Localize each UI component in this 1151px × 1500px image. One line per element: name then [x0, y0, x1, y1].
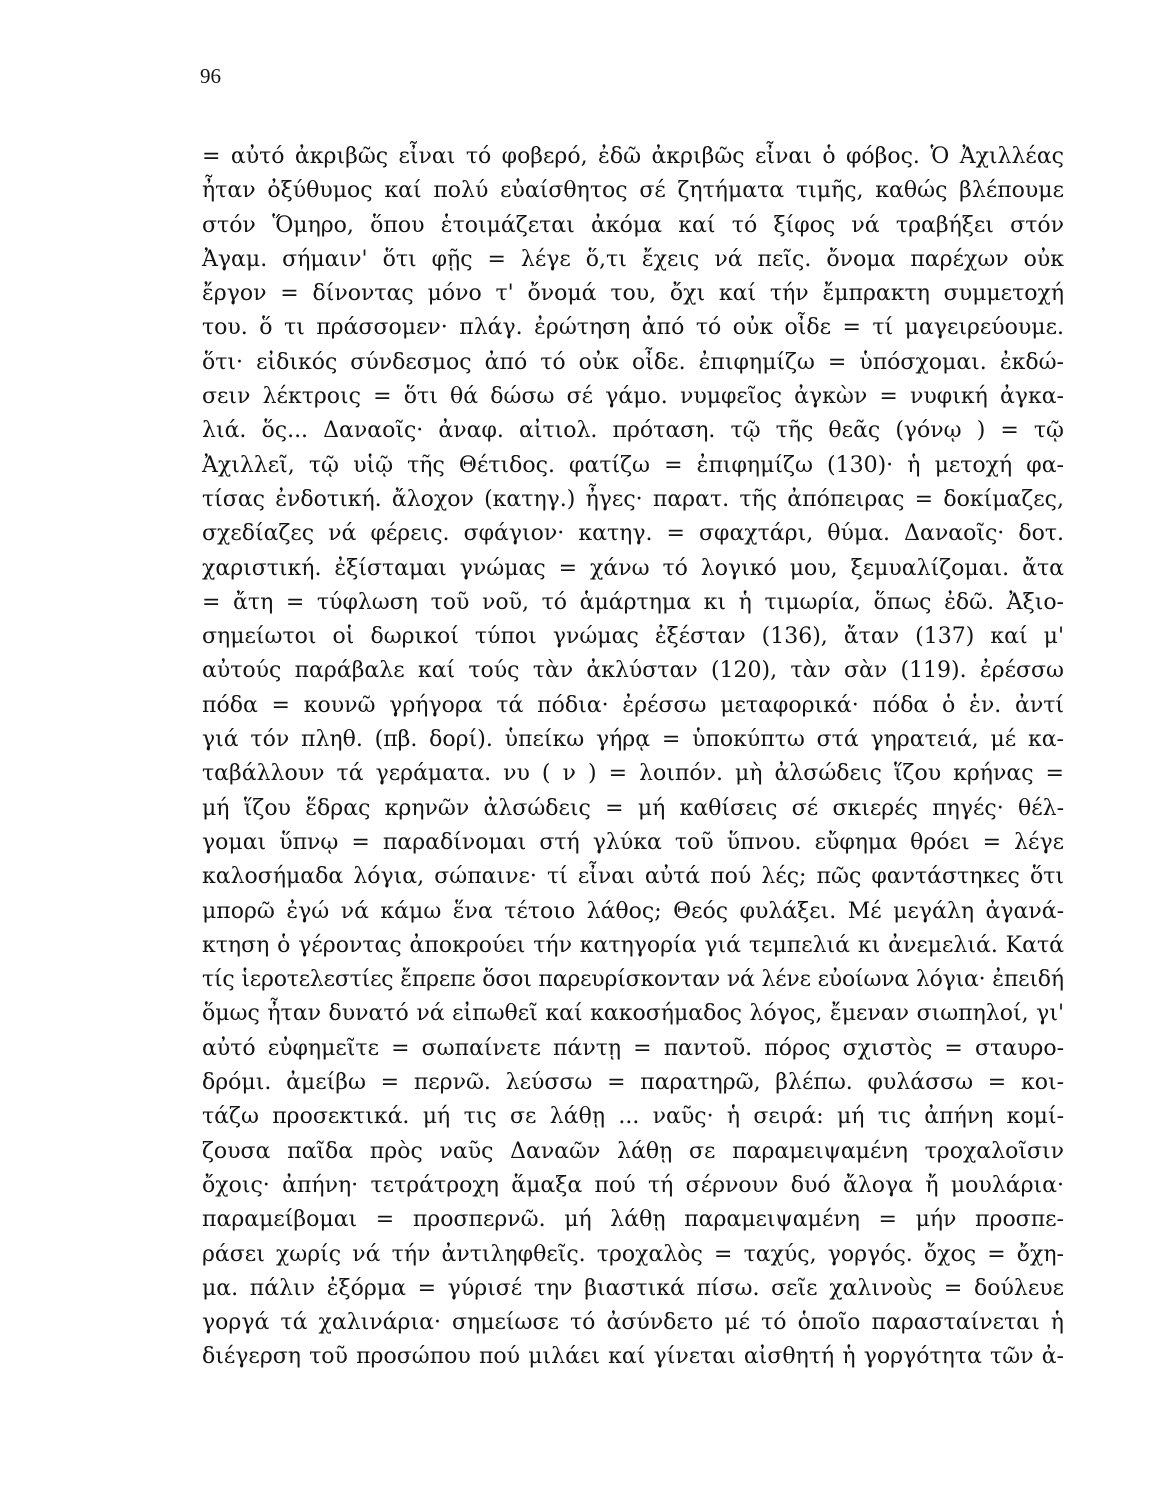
- text-line: λιά. ὅς... Δαναοῖς· ἀναφ. αἰτιολ. πρόταση. τῷ τῆς θεᾶς (γόνῳ ) = τῷ: [202, 418, 1064, 444]
- text-line: σειν λέκτροις = ὅτι θά δώσω σέ γάμο. νυμφεῖος ἀγκὼν = νυφική ἀγκα-: [202, 384, 1064, 410]
- text-line: σχεδίαζες νά φέρεις. σφάγιον· κατηγ. = σφαχτάρι, θύμα. Δαναοῖς· δοτ.: [202, 521, 1064, 547]
- commentary-text: [202, 140, 1064, 1375]
- text-line: = ἄτη = τύφλωση τοῦ νοῦ, τό ἁμάρτημα κι ἡ τιμωρία, ὅπως ἐδῶ. Ἀξιο-: [202, 589, 1064, 615]
- text-line: στόν Ὅμηρο, ὅπου ἑτοιμάζεται ἀκόμα καί τό ξίφος νά τραβήξει στόν: [202, 212, 1064, 238]
- text-line: γιά τόν πληθ. (πβ. δορί). ὑπείκω γήρᾳ = ὑποκύπτω στά γηρατειά, μέ κα-: [202, 727, 1064, 753]
- text-line: γοργά τά χαλινάρια· σημείωσε τό ἀσύνδετο μέ τό ὁποῖο παρασταίνεται ἡ: [202, 1310, 1064, 1336]
- text-line: τίς ἱεροτελεστίες ἔπρεπε ὅσοι παρευρίσκονταν νά λένε εὐοίωνα λόγια· ἐπειδή: [202, 967, 1064, 993]
- text-line: τάζω προσεκτικά. μή τις σε λάθῃ ... ναῦς· ἡ σειρά: μή τις ἀπήνη κομί-: [202, 1104, 1064, 1130]
- text-line: πόδα = κουνῶ γρήγορα τά πόδια· ἐρέσσω μεταφορικά· πόδα ὁ ἑν. ἀντί: [202, 692, 1064, 718]
- text-line: ἦταν ὀξύθυμος καί πολύ εὐαίσθητος σέ ζητήματα τιμῆς, καθώς βλέπουμε: [202, 178, 1064, 204]
- text-line: ὅμως ἦταν δυνατό νά εἰπωθεῖ καί κακοσήμαδος λόγος, ἔμεναν σιωπηλοί, γι': [202, 1001, 1064, 1027]
- text-line: Ἀγαμ. σήμαιν' ὅτι φῇς = λέγε ὅ,τι ἔχεις νά πεῖς. ὄνομα παρέχων οὐκ: [202, 246, 1064, 272]
- text-line: ζουσα παῖδα πρὸς ναῦς Δαναῶν λάθῃ σε παραμειψαμένη τροχαλοῖσιν: [202, 1138, 1064, 1164]
- text-line: τίσας ἐνδοτική. ἄλοχον (κατηγ.) ἦγες· παρατ. τῆς ἀπόπειρας = δοκίμαζες,: [202, 486, 1064, 512]
- text-line: ράσει χωρίς νά τήν ἀντιληφθεῖς. τροχαλὸς = ταχύς, γοργός. ὄχος = ὄχη-: [202, 1241, 1064, 1267]
- text-line: του. ὅ τι πράσσομεν· πλάγ. ἐρώτηση ἀπό τό οὐκ οἶδε = τί μαγειρεύουμε.: [202, 315, 1064, 341]
- text-line: μπορῶ ἐγώ νά κάμω ἕνα τέτοιο λάθος; Θεός φυλάξει. Μέ μεγάλη ἀγανά-: [202, 898, 1064, 924]
- text-line: χαριστική. ἐξίσταμαι γνώμας = χάνω τό λογικό μου, ξεμυαλίζομαι. ἄτα: [202, 555, 1064, 581]
- text-line: αὐτούς παράβαλε καί τούς τὰν ἀκλύσταν (120), τὰν σὰν (119). ἐρέσσω: [202, 658, 1064, 684]
- text-line: παραμείβομαι = προσπερνῶ. μή λάθῃ παραμειψαμένη = μήν προσπε-: [202, 1207, 1064, 1233]
- text-line: Ἀχιλλεῖ, τῷ υἱῷ τῆς Θέτιδος. φατίζω = ἐπιφημίζω (130)· ἡ μετοχή φα-: [202, 452, 1064, 478]
- page-number: 96: [200, 64, 221, 88]
- text-line: δρόμι. ἀμείβω = περνῶ. λεύσσω = παρατηρῶ, βλέπω. φυλάσσω = κοι-: [202, 1070, 1064, 1096]
- text-line: = αὐτό ἀκριβῶς εἶναι τό φοβερό, ἐδῶ ἀκριβῶς εἶναι ὁ φόβος. Ὁ Ἀχιλλέας: [202, 144, 1064, 169]
- text-line: ταβάλλουν τά γεράματα. νυ ( ν ) = λοιπόν. μὴ ἀλσώδεις ἵζου κρήνας =: [202, 761, 1064, 787]
- text-line: ὅτι· εἰδικός σύνδεσμος ἀπό τό οὐκ οἶδε. ἐπιφημίζω = ὑπόσχομαι. ἐκδώ-: [202, 349, 1064, 375]
- text-line: ὄχοις· ἀπήνη· τετράτροχη ἅμαξα πού τή σέρνουν δυό ἄλογα ἤ μουλάρια·: [202, 1172, 1064, 1198]
- text-line: ἔργον = δίνοντας μόνο τ' ὄνομά του, ὄχι καί τήν ἔμπρακτη συμμετοχή: [202, 281, 1064, 307]
- text-line: γομαι ὕπνῳ = παραδίνομαι στή γλύκα τοῦ ὕπνου. εὔφημα θρόει = λέγε: [202, 829, 1064, 855]
- text-line: κτηση ὁ γέροντας ἀποκρούει τήν κατηγορία γιά τεμπελιά κι ἀνεμελιά. Κατά: [202, 932, 1064, 958]
- text-line: μή ἵζου ἕδρας κρηνῶν ἀλσώδεις = μή καθίσεις σέ σκιερές πηγές· θέλ-: [202, 795, 1064, 821]
- text-line: αὐτό εὐφημεῖτε = σωπαίνετε πάντῃ = παντοῦ. πόρος σχιστὸς = σταυρο-: [202, 1035, 1064, 1061]
- text-line: διέγερση τοῦ προσώπου πού μιλάει καί γίνεται αἰσθητή ἡ γοργότητα τῶν ἀ-: [202, 1344, 1064, 1370]
- text-line: μα. πάλιν ἐξόρμα = γύρισέ την βιαστικά πίσω. σεῖε χαλινοὺς = δούλευε: [202, 1275, 1064, 1301]
- text-line: σημείωτοι οἱ δωρικοί τύποι γνώμας ἐξέσταν (136), ἄταν (137) καί μ': [202, 624, 1064, 650]
- text-line: καλοσήμαδα λόγια, σώπαινε· τί εἶναι αὐτά πού λές; πῶς φαντάστηκες ὅτι: [202, 864, 1064, 890]
